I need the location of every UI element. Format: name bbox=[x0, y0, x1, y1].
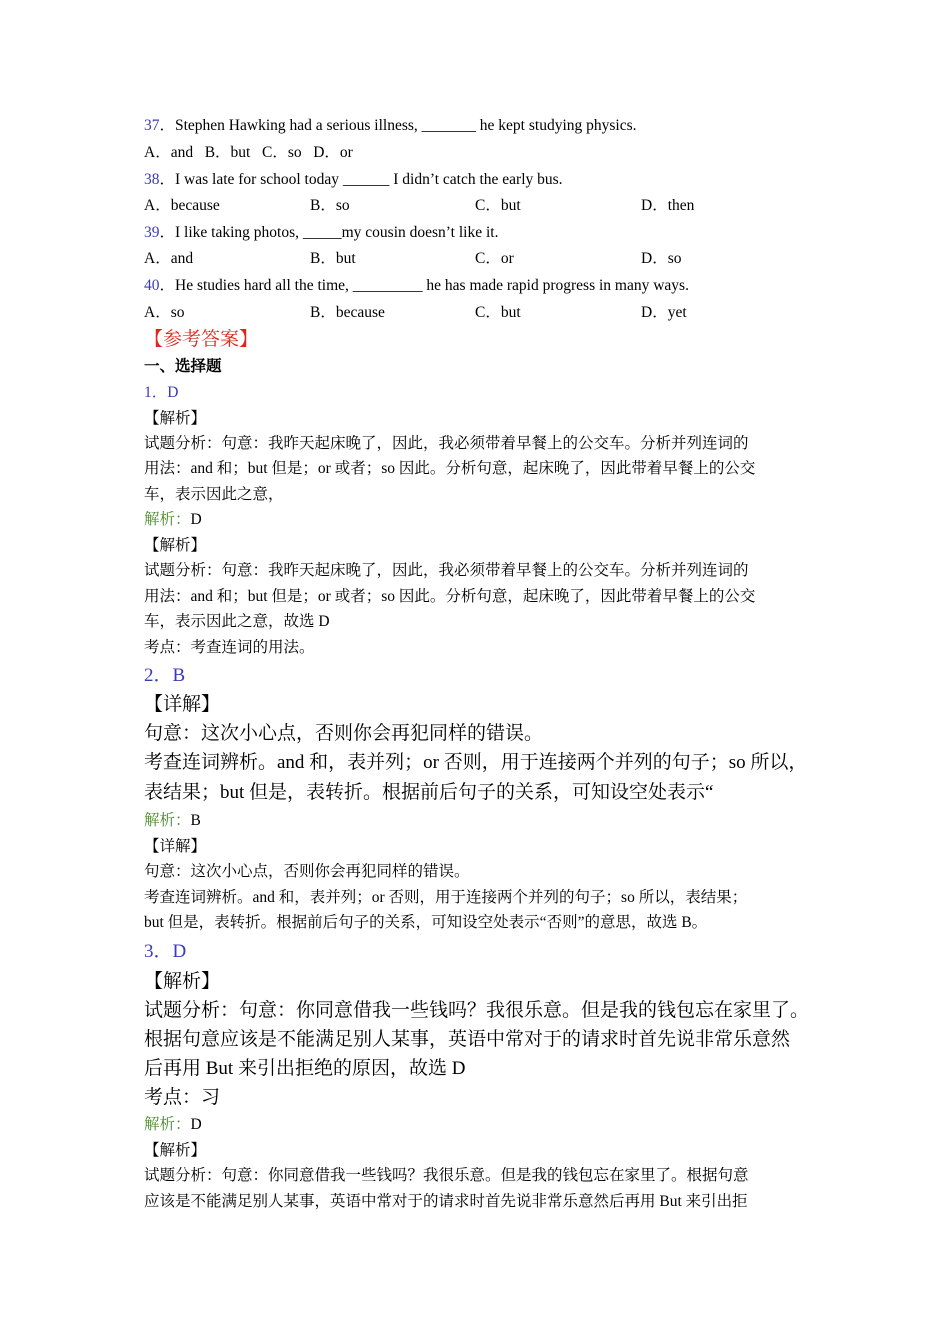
question-number: 37 bbox=[144, 117, 160, 134]
question-text: ．Stephen Hawking had a serious illness, _______ he kept studying physics. bbox=[159, 117, 637, 134]
options-40 bbox=[144, 303, 804, 323]
option-b: B．so bbox=[310, 197, 350, 214]
options-37 bbox=[144, 143, 353, 163]
question-39 bbox=[144, 223, 498, 243]
jiexi-line bbox=[144, 510, 202, 530]
answer-3-number: 3．D bbox=[144, 941, 187, 962]
analysis-line: 应该是不能满足别人某事，英语中常对于的请求时首先说非常乐意然后再用 But 来引出拒 bbox=[144, 1193, 748, 1210]
detail-line: but 但是，表转折。根据前后句子的关系，可知设空处表示“否则”的意思，故选 B。 bbox=[144, 914, 708, 931]
option-c: C．or bbox=[475, 250, 514, 267]
kaodian-line: 考点：习 bbox=[144, 1087, 221, 1108]
analysis-line: 试题分析：句意：你同意借我一些钱吗？我很乐意。但是我的钱包忘在家里了。根据句意 bbox=[144, 1167, 749, 1184]
jiexi-label: 解析： bbox=[144, 1116, 191, 1133]
jiexi-value: D bbox=[190, 511, 202, 528]
answer-header: 【参考答案】 bbox=[144, 329, 259, 350]
analysis-line: 用法：and 和；but 但是；or 或者；so 因此。分析句意，起床晚了，因此带着早餐上的公交 bbox=[144, 460, 756, 477]
question-40 bbox=[144, 276, 689, 296]
section-title: 一、选择题 bbox=[144, 358, 222, 375]
question-38 bbox=[144, 170, 563, 190]
option-b: B．because bbox=[310, 304, 385, 321]
kaodian-line: 考点：考查连词的用法。 bbox=[144, 639, 315, 656]
analysis-tag: 【解析】 bbox=[144, 537, 207, 554]
question-text: ．I was late for school today ______ I didn’t catch the early bus. bbox=[159, 171, 563, 188]
question-number: 40 bbox=[144, 277, 160, 294]
options-38 bbox=[144, 196, 804, 216]
option-a: A．and bbox=[144, 144, 194, 161]
analysis-tag: 【解析】 bbox=[144, 410, 207, 427]
analysis-line: 用法：and 和；but 但是；or 或者；so 因此。分析句意，起床晚了，因此带着早餐上的公交 bbox=[144, 588, 756, 605]
option-c: C．but bbox=[475, 197, 521, 214]
jiexi-label: 解析： bbox=[144, 511, 191, 528]
analysis-line: 后再用 But 来引出拒绝的原因，故选 D bbox=[144, 1058, 466, 1079]
detail-line: 句意：这次小心点，否则你会再犯同样的错误。 bbox=[144, 863, 470, 880]
answer-2-number: 2．B bbox=[144, 665, 186, 686]
option-b: B．but bbox=[310, 250, 356, 267]
detail-tag: 【详解】 bbox=[144, 838, 207, 855]
option-d: D．or bbox=[313, 144, 353, 161]
option-a: A．so bbox=[144, 304, 185, 321]
option-c: C．but bbox=[475, 304, 521, 321]
option-a: A．because bbox=[144, 197, 220, 214]
analysis-tag: 【解析】 bbox=[144, 971, 221, 992]
analysis-line: 车，表示因此之意， bbox=[144, 486, 284, 503]
question-number: 39 bbox=[144, 224, 160, 241]
jiexi-value: B bbox=[190, 812, 201, 829]
analysis-line: 车，表示因此之意，故选 D bbox=[144, 613, 330, 630]
option-c: C．so bbox=[261, 144, 302, 161]
jiexi-line bbox=[144, 811, 201, 831]
analysis-line: 根据句意应该是不能满足别人某事，英语中常对于的请求时首先说非常乐意然 bbox=[144, 1029, 791, 1050]
option-d: D．then bbox=[641, 197, 695, 214]
option-a: A．and bbox=[144, 250, 194, 267]
detail-line: 考查连词辨析。and 和，表并列；or 否则，用于连接两个并列的句子；so 所以， bbox=[144, 752, 808, 773]
detail-line: 表结果；but 但是，表转折。根据前后句子的关系，可知设空处表示“ bbox=[144, 782, 714, 803]
detail-line: 考查连词辨析。and 和，表并列；or 否则，用于连接两个并列的句子；so 所以，表结果； bbox=[144, 889, 748, 906]
question-text: ．He studies hard all the time, _________ he has made rapid progress in many ways. bbox=[159, 277, 689, 294]
detail-tag: 【详解】 bbox=[144, 694, 221, 715]
jiexi-line bbox=[144, 1115, 202, 1135]
options-39 bbox=[144, 249, 804, 269]
option-d: D．yet bbox=[641, 304, 687, 321]
option-b: B．but bbox=[204, 144, 251, 161]
analysis-line: 试题分析：句意：我昨天起床晚了，因此，我必须带着早餐上的公交车。分析并列连词的 bbox=[144, 435, 749, 452]
question-37 bbox=[144, 116, 637, 136]
question-number: 38 bbox=[144, 171, 160, 188]
analysis-line: 试题分析：句意：我昨天起床晚了，因此，我必须带着早餐上的公交车。分析并列连词的 bbox=[144, 562, 749, 579]
question-text: ．I like taking photos, _____my cousin doesn’t like it. bbox=[159, 224, 499, 241]
jiexi-label: 解析： bbox=[144, 812, 191, 829]
analysis-line: 试题分析：句意：你同意借我一些钱吗？我很乐意。但是我的钱包忘在家里了。 bbox=[144, 1000, 810, 1021]
jiexi-value: D bbox=[190, 1116, 202, 1133]
answer-1-number: 1．D bbox=[144, 384, 179, 401]
option-d: D．so bbox=[641, 250, 682, 267]
analysis-tag: 【解析】 bbox=[144, 1142, 207, 1159]
detail-line: 句意：这次小心点，否则你会再犯同样的错误。 bbox=[144, 723, 544, 744]
